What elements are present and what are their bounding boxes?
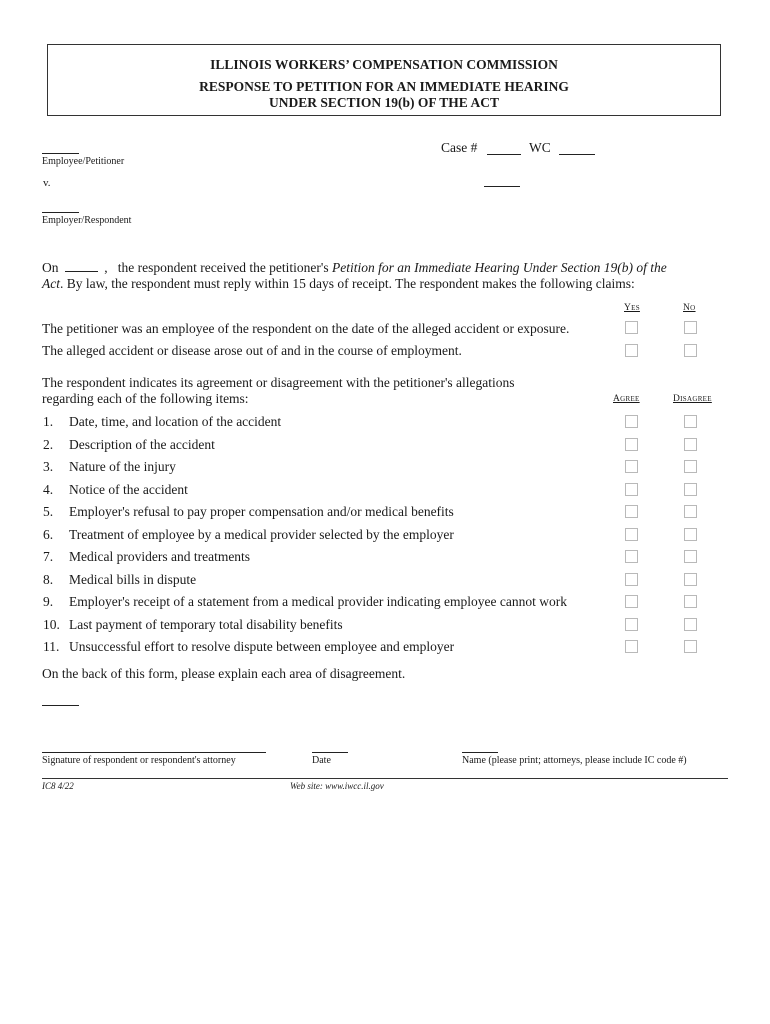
form-title: RESPONSE TO PETITION FOR AN IMMEDIATE HEARING bbox=[199, 79, 569, 94]
claim-employee: The petitioner was an employee of the respondent on the date of the alleged accident or exposure. bbox=[42, 321, 570, 336]
case-label: Case # bbox=[441, 140, 478, 155]
case-number-field[interactable] bbox=[487, 154, 521, 155]
agree-checkbox[interactable] bbox=[625, 483, 638, 496]
intro-part1: the respondent received the petitioner's bbox=[117, 260, 329, 275]
name-label: Name (please print; attorneys, please include IC code #) bbox=[462, 755, 687, 766]
allegation-number: 7. bbox=[43, 549, 54, 564]
signature-label: Signature of respondent or respondent's attorney bbox=[42, 755, 236, 766]
agree-checkbox[interactable] bbox=[625, 618, 638, 631]
wc-label: WC bbox=[529, 140, 551, 155]
allegation-text: Medical providers and treatments bbox=[69, 549, 251, 564]
allegation-number: 5. bbox=[43, 504, 54, 519]
disagree-checkbox[interactable] bbox=[684, 573, 697, 586]
intro-line-1 bbox=[42, 260, 667, 276]
allegation-text: Notice of the accident bbox=[69, 481, 188, 497]
agree-checkbox[interactable] bbox=[625, 573, 638, 586]
allegation-text: Date, time, and location of the accident bbox=[69, 414, 282, 429]
allegation-text: Employer's receipt of a statement from a medical provider indicating employee cannot work bbox=[69, 594, 568, 609]
employee-label: Employee/Petitioner bbox=[42, 156, 125, 167]
claim-employee-no-checkbox[interactable] bbox=[684, 321, 697, 334]
employer-label: Employer/Respondent bbox=[42, 215, 132, 226]
agree-checkbox[interactable] bbox=[625, 528, 638, 541]
claim-course-no-checkbox[interactable] bbox=[684, 344, 697, 357]
name-field[interactable] bbox=[462, 752, 498, 753]
versus-label: v. bbox=[43, 177, 51, 189]
allegation-text: Unsuccessful effort to resolve dispute between employee and employer bbox=[69, 639, 455, 654]
employer-name-field[interactable] bbox=[42, 212, 79, 213]
yes-header: Yes bbox=[624, 303, 640, 313]
agree-checkbox[interactable] bbox=[625, 460, 638, 473]
allegation-text: Treatment of employee by a medical provider selected by the employer bbox=[69, 526, 454, 542]
receipt-date-field[interactable] bbox=[65, 270, 98, 272]
allegation-text: Medical bills in dispute bbox=[69, 571, 197, 587]
agree-checkbox[interactable] bbox=[625, 595, 638, 608]
form-subtitle: UNDER SECTION 19(b) OF THE ACT bbox=[269, 95, 499, 110]
disagree-checkbox[interactable] bbox=[684, 483, 697, 496]
intro-part2: . By law, the respondent must reply within 15 days of receipt. The respondent makes the following claims: bbox=[60, 276, 635, 291]
disagree-checkbox[interactable] bbox=[684, 595, 697, 608]
disagree-checkbox[interactable] bbox=[684, 438, 697, 451]
allegation-number: 1. bbox=[43, 414, 54, 429]
agree-checkbox[interactable] bbox=[625, 415, 638, 428]
signature-field[interactable] bbox=[42, 752, 266, 753]
allegation-text: Employer's refusal to pay proper compensation and/or medical benefits bbox=[69, 504, 454, 519]
agree-header: Agree bbox=[613, 394, 640, 404]
disagree-header: Disagree bbox=[673, 394, 712, 404]
agree-checkbox[interactable] bbox=[625, 505, 638, 518]
footer-divider bbox=[42, 778, 728, 779]
allegation-number: 11. bbox=[43, 639, 60, 654]
employee-name-field[interactable] bbox=[42, 153, 79, 154]
allegation-number: 2. bbox=[43, 436, 54, 452]
agree-checkbox[interactable] bbox=[625, 550, 638, 563]
intro-comma: , bbox=[104, 260, 108, 275]
intro-italic1: Petition for an Immediate Hearing Under Section 19(b) of the bbox=[331, 260, 667, 275]
disagree-checkbox[interactable] bbox=[684, 640, 697, 653]
agree-checkbox[interactable] bbox=[625, 640, 638, 653]
allegation-number: 3. bbox=[43, 459, 54, 474]
disagree-checkbox[interactable] bbox=[684, 618, 697, 631]
disagree-checkbox[interactable] bbox=[684, 460, 697, 473]
allegation-text: Last payment of temporary total disability benefits bbox=[69, 616, 343, 632]
form-header bbox=[47, 44, 721, 116]
agree-checkbox[interactable] bbox=[625, 438, 638, 451]
allegations-intro-2: regarding each of the following items: bbox=[42, 391, 249, 406]
allegations-intro-1: The respondent indicates its agreement or disagreement with the petitioner's allegations bbox=[42, 375, 515, 390]
date-label: Date bbox=[312, 755, 331, 766]
allegation-text: Nature of the injury bbox=[69, 459, 176, 474]
explain-text: On the back of this form, please explain each area of disagreement. bbox=[42, 666, 406, 681]
no-header: No bbox=[683, 303, 696, 313]
allegation-text: Description of the accident bbox=[69, 436, 215, 452]
intro-italic2: Act bbox=[42, 276, 60, 291]
explain-field[interactable] bbox=[42, 705, 79, 706]
wc-number-field[interactable] bbox=[559, 154, 595, 155]
claim-course-yes-checkbox[interactable] bbox=[625, 344, 638, 357]
allegation-number: 10. bbox=[43, 616, 60, 632]
claim-course-of-employment: The alleged accident or disease arose out of and in the course of employment. bbox=[42, 343, 462, 358]
disagree-checkbox[interactable] bbox=[684, 505, 697, 518]
case-number-field-2[interactable] bbox=[484, 186, 520, 187]
website: Web site: www.iwcc.il.gov bbox=[290, 781, 384, 791]
allegation-number: 6. bbox=[43, 526, 54, 542]
claim-employee-yes-checkbox[interactable] bbox=[625, 321, 638, 334]
allegation-number: 8. bbox=[43, 571, 54, 587]
date-field[interactable] bbox=[312, 752, 348, 753]
disagree-checkbox[interactable] bbox=[684, 415, 697, 428]
intro-line-2 bbox=[42, 276, 635, 292]
allegation-number: 4. bbox=[43, 481, 54, 497]
commission-title: ILLINOIS WORKERS’ COMPENSATION COMMISSION bbox=[210, 57, 558, 72]
disagree-checkbox[interactable] bbox=[684, 528, 697, 541]
allegation-number: 9. bbox=[43, 594, 54, 609]
disagree-checkbox[interactable] bbox=[684, 550, 697, 563]
intro-on: On bbox=[42, 260, 59, 275]
form-code: IC8 4/22 bbox=[42, 781, 74, 791]
